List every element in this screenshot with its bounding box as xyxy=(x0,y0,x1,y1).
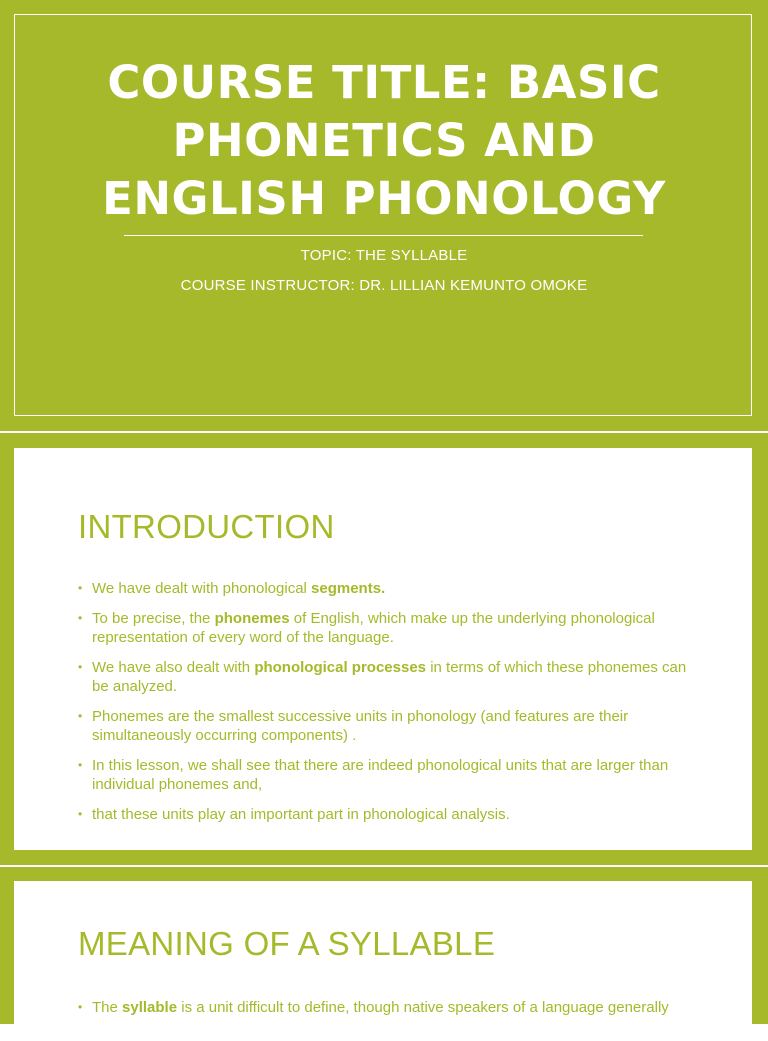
bullet-glyph: • xyxy=(78,1000,83,1014)
bullet-item xyxy=(78,658,698,697)
course-title xyxy=(0,54,768,228)
bullet-text: in terms of which these phonemes can be analyzed. xyxy=(92,658,687,695)
bullet-bold-term: phonemes xyxy=(214,609,290,627)
topic-subtitle: TOPIC: THE SYLLABLE xyxy=(300,247,468,264)
title-divider xyxy=(124,235,643,236)
bullet-item xyxy=(78,756,698,795)
bullet-glyph: • xyxy=(78,610,83,625)
bullet-text: We have dealt with phonological xyxy=(92,580,312,597)
bullet-text: of English, which make up the underlying phonological representation of every word of the language. xyxy=(92,609,655,646)
title-slide xyxy=(0,0,768,431)
bullet-bold-term: phonological processes xyxy=(254,658,427,676)
bullet-text: Phonemes are the smallest successive units in phonology (and features are their simultaneously occurring components) . xyxy=(92,707,629,744)
bullet-glyph: • xyxy=(78,659,83,674)
slide-content-panel xyxy=(14,881,752,1041)
bullet-bold-term: segments. xyxy=(311,580,386,597)
meaning-of-syllable-slide xyxy=(0,867,768,1024)
introduction-slide xyxy=(0,433,768,865)
bullet-glyph: • xyxy=(78,806,83,821)
bullet-glyph: • xyxy=(78,708,83,723)
bullet-list xyxy=(78,579,698,834)
course-title-line: ENGLISH PHONOLOGY xyxy=(102,172,666,225)
bullet-text: To be precise, the xyxy=(92,609,215,627)
course-title-line: PHONETICS AND xyxy=(172,114,596,167)
bullet-bold-term: syllable xyxy=(122,999,178,1016)
bullet-glyph: • xyxy=(78,757,83,772)
bullet-text: In this lesson, we shall see that there are indeed phonological units that are larger than individual phonemes and, xyxy=(92,756,669,793)
slide-heading: MEANING OF A SYLLABLE xyxy=(78,925,496,962)
bullet-item xyxy=(78,998,698,1018)
bullet-glyph: • xyxy=(78,581,83,595)
instructor-subtitle: COURSE INSTRUCTOR: DR. LILLIAN KEMUNTO OMOKE xyxy=(180,277,588,294)
bullet-text: is a unit difficult to define, though native speakers of a language generally xyxy=(177,999,669,1016)
bullet-item xyxy=(78,609,698,648)
bullet-item xyxy=(78,707,698,746)
slide-heading: INTRODUCTION xyxy=(78,508,335,545)
course-title-line: COURSE TITLE: BASIC xyxy=(107,56,661,109)
bullet-item xyxy=(78,579,698,599)
bullet-text: that these units play an important part in phonological analysis. xyxy=(92,805,510,823)
slide-content-panel xyxy=(14,448,752,850)
bullet-item xyxy=(78,805,698,825)
bullet-text: The xyxy=(92,999,123,1016)
bullet-list xyxy=(78,998,698,1028)
bullet-text: We have also dealt with xyxy=(92,658,255,676)
